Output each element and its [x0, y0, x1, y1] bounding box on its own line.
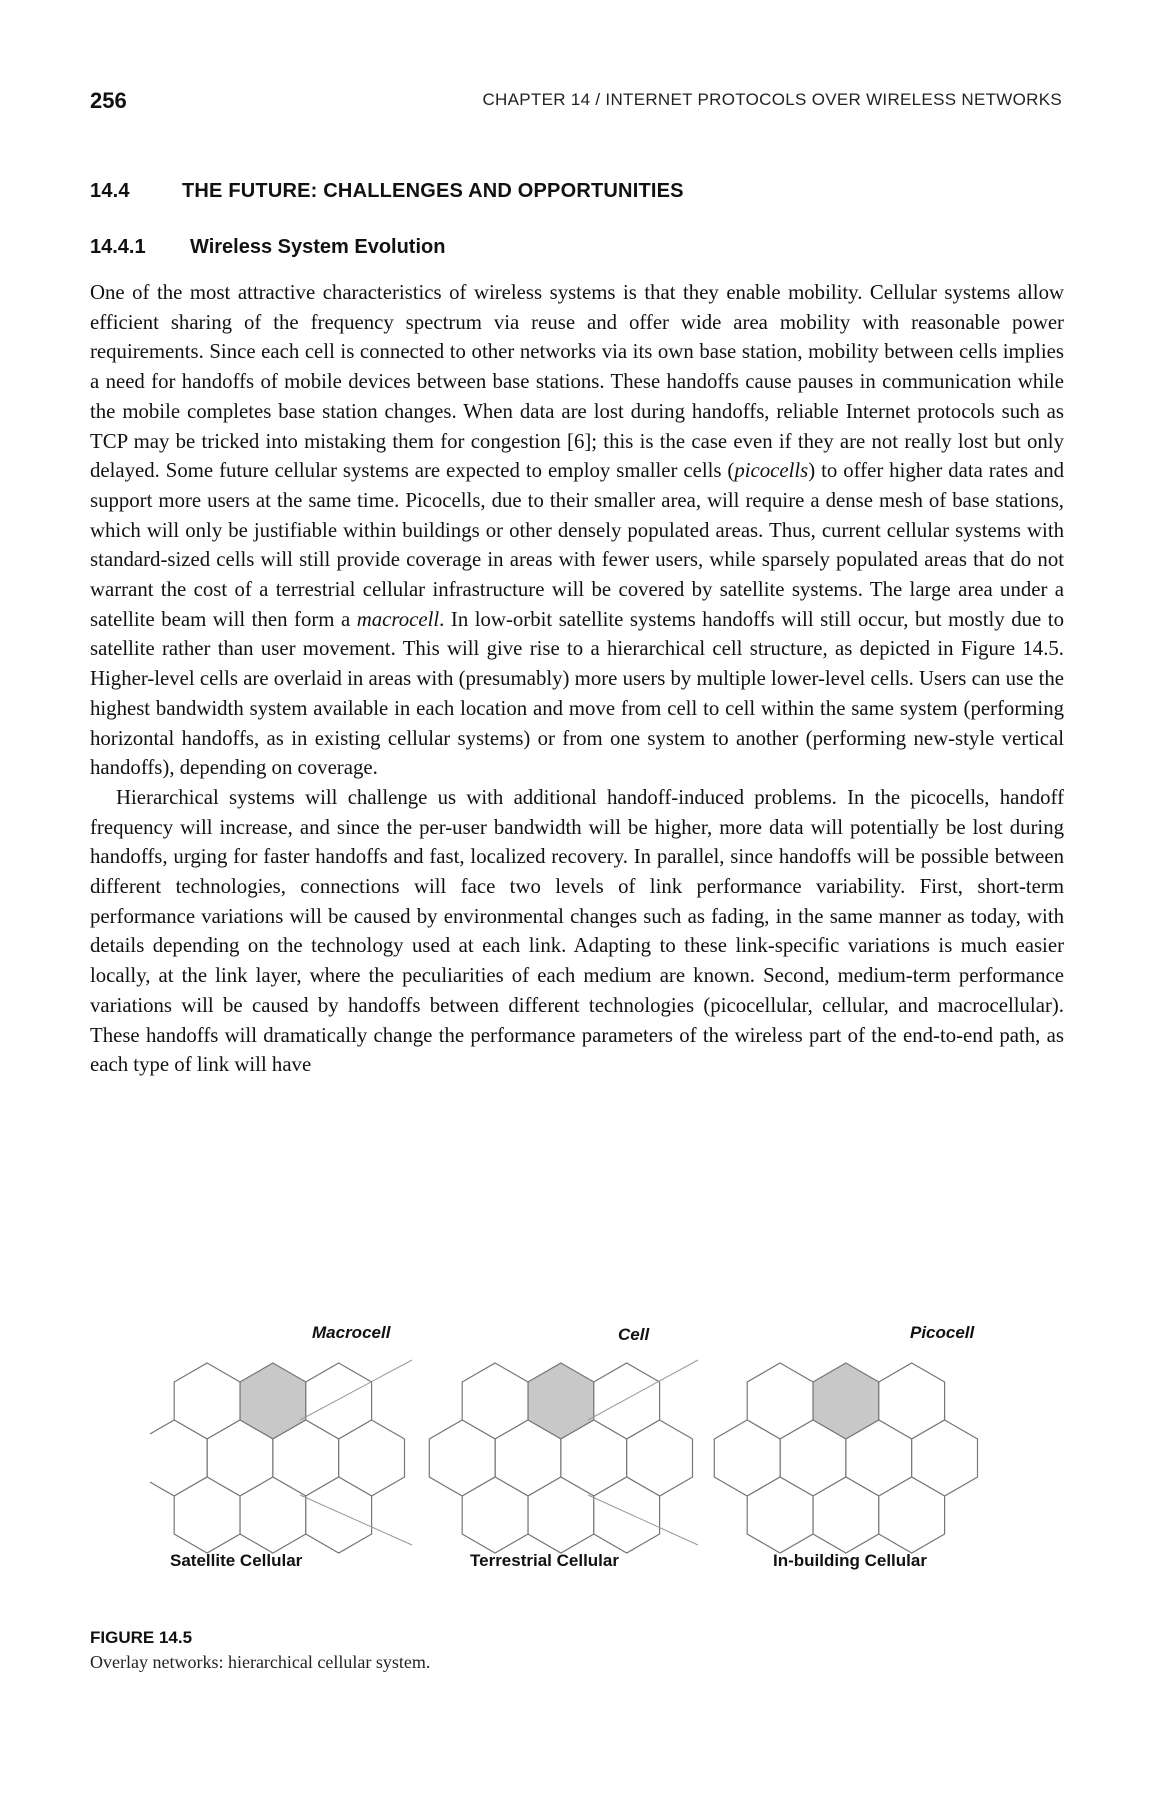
term-picocells: picocells	[734, 459, 809, 483]
subsection-number: 14.4.1	[90, 236, 146, 258]
paragraph-1	[90, 278, 1064, 783]
subsection-title: Wireless System Evolution	[190, 236, 446, 258]
paragraph-2: Hierarchical systems will challenge us with additional handoff-induced problems. In the picocells, handoff frequency will increase, and since the per-user bandwidth will be higher, more data will potentially be lost during handoffs, urging for faster handoffs and fast, localized recovery. In parallel, since handoffs will be possible between different technologies, connections will face two levels of link performance variability. First, short-term performance variations will be caused by environmental changes such as fading, in the same manner as today, with details depending on the technology used at each link. Adapting to these link-specific variations is much easier locally, at the link layer, where the peculiarities of each medium are known. Second, medium-term performance variations will be caused by handoffs between different technologies (picocellular, cellular, and macrocellular). These handoffs will dramatically change the performance parameters of the wireless part of the end-to-end path, as each type of link will have	[90, 785, 1064, 1077]
subsection-heading	[90, 236, 445, 259]
figure-hierarchical-cells	[150, 1300, 1050, 1600]
group-label-satellite: Satellite Cellular	[170, 1551, 303, 1570]
label-cell: Cell	[618, 1325, 650, 1344]
group-label-terrestrial: Terrestrial Cellular	[470, 1551, 619, 1570]
section-title: THE FUTURE: CHALLENGES AND OPPORTUNITIES	[182, 180, 684, 202]
running-head	[90, 88, 1062, 118]
figure-caption-text: Overlay networks: hierarchical cellular system.	[90, 1652, 431, 1672]
paragraph-1-part-a: One of the most attractive characteristics of wireless systems is that they enable mobility. Cellular systems allow efficient sharing of the frequency spectrum via reuse and offer wide area mobility with reasonable power requirements. Since each cell is connected to other networks via its own base station, mobility between cells implies a need for handoffs of mobile devices between base stations. These handoffs cause pauses in communication while the mobile completes base station changes. When data are lost during handoffs, reliable Internet protocols such as TCP may be tricked into mistaking them for congestion [6]; this is the case even if they are not really lost but only delayed. Some future cellular systems are expected to employ smaller cells (	[90, 281, 1064, 483]
hex-layer	[150, 1363, 978, 1553]
section-number: 14.4	[90, 180, 130, 202]
chapter-title: CHAPTER 14 / INTERNET PROTOCOLS OVER WIRELESS NETWORKS	[482, 90, 1062, 109]
figure-caption	[90, 1628, 430, 1673]
group-label-inbuilding: In-building Cellular	[773, 1551, 927, 1570]
term-macrocell: macrocell	[356, 607, 440, 631]
label-macrocell: Macrocell	[312, 1323, 391, 1342]
figure-caption-label: FIGURE 14.5	[90, 1628, 193, 1647]
figure-diagram	[150, 1300, 1050, 1600]
section-heading	[90, 180, 684, 203]
paragraph-1-part-c: . In low-orbit satellite systems handoffs will still occur, but mostly due to satellite rather than user movement. This will give rise to a hierarchical cell structure, as depicted in Figure 14.5. Higher-level cells are overlaid in areas with (presumably) more users by multiple lower-level cells. Users can use the highest bandwidth system available in each location and move from cell to cell within the same system (performing horizontal handoffs, as in existing cellular systems) or from one system to another (performing new-style vertical handoffs), depending on coverage.	[90, 607, 1064, 780]
page-number: 256	[90, 88, 127, 113]
label-picocell: Picocell	[910, 1323, 975, 1342]
paragraph-1-part-b: ) to offer higher data rates and support more users at the same time. Picocells, due to their smaller area, will require a dense mesh of base stations, which will only be justifiable within buildings or other densely populated areas. Thus, current cellular systems with standard-sized cells will still provide coverage in areas with fewer users, while sparsely populated areas that do not warrant the cost of a terrestrial cellular infrastructure will be covered by satellite systems. The large area under a satellite beam will then form a	[90, 459, 1064, 631]
body-text	[90, 278, 1064, 1080]
